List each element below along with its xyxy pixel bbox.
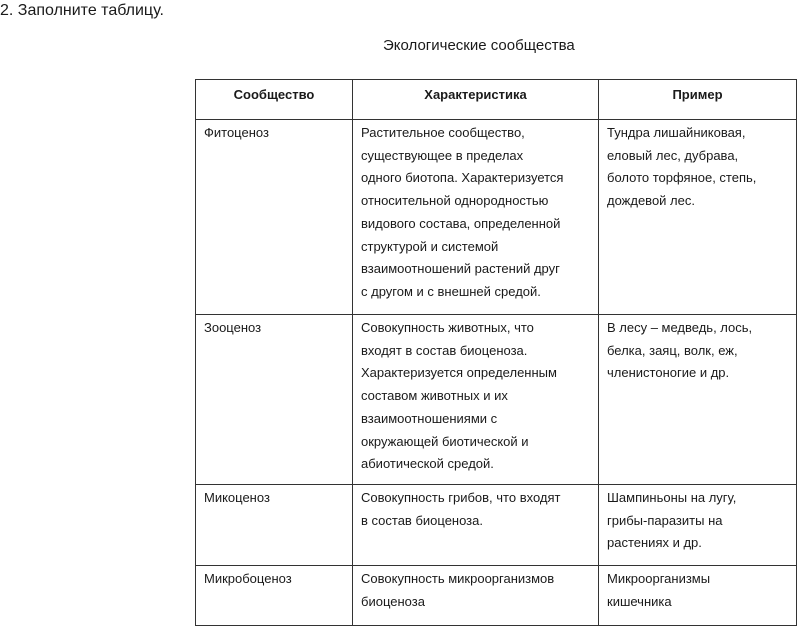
header-community: Сообщество bbox=[196, 80, 353, 120]
header-characteristic: Характеристика bbox=[353, 80, 599, 120]
example-line: дождевой лес. bbox=[607, 193, 695, 209]
table-row bbox=[196, 485, 797, 566]
example-line: В лесу – медведь, лось, bbox=[607, 320, 753, 335]
characteristic-line: с другом и с внешней средой. bbox=[361, 283, 541, 299]
table-row bbox=[196, 315, 797, 485]
characteristic-line: в состав биоценоза. bbox=[361, 512, 483, 528]
characteristic-line: взаимоотношений растений друг bbox=[361, 261, 560, 277]
characteristic-cell bbox=[353, 485, 599, 566]
characteristic-line: видового состава, определенной bbox=[361, 215, 561, 231]
characteristic-cell bbox=[353, 566, 599, 626]
example-cell bbox=[599, 485, 797, 566]
community-cell: Фитоценоз bbox=[196, 120, 353, 315]
example-line: Тундра лишайниковая, bbox=[607, 125, 746, 140]
table-row bbox=[196, 566, 797, 626]
characteristic-line: составом животных и их bbox=[361, 388, 508, 404]
table-row bbox=[196, 120, 797, 315]
task-label: 2. Заполните таблицу. bbox=[0, 2, 164, 19]
example-line: белка, заяц, волк, еж, bbox=[607, 342, 738, 358]
community-cell: Микоценоз bbox=[196, 485, 353, 566]
table-header-row bbox=[196, 80, 797, 120]
example-line: еловый лес, дубрава, bbox=[607, 147, 739, 163]
characteristic-line: одного биотопа. Характеризуется bbox=[361, 170, 564, 186]
table-caption: Экологические сообщества bbox=[383, 37, 575, 54]
example-line: Шампиньоны на лугу, bbox=[607, 490, 737, 505]
example-line: грибы-паразиты на bbox=[607, 512, 723, 528]
ecological-communities-table bbox=[195, 79, 797, 626]
characteristic-line: абиотической средой. bbox=[361, 456, 494, 472]
characteristic-cell bbox=[353, 315, 599, 485]
characteristic-line: взаимоотношениями с bbox=[361, 410, 498, 426]
characteristic-line: окружающей биотической и bbox=[361, 433, 529, 449]
characteristic-line: входят в состав биоценоза. bbox=[361, 342, 528, 358]
characteristic-line: существующее в пределах bbox=[361, 147, 524, 163]
characteristic-line: структурой и системой bbox=[361, 238, 499, 254]
characteristic-line: Растительное сообщество, bbox=[361, 125, 525, 140]
characteristic-line: относительной однородностью bbox=[361, 193, 549, 209]
characteristic-line: Совокупность животных, что bbox=[361, 320, 534, 335]
characteristic-line: Совокупность микроорганизмов bbox=[361, 571, 555, 586]
example-cell bbox=[599, 120, 797, 315]
characteristic-line: Характеризуется определенным bbox=[361, 365, 557, 381]
example-line: кишечника bbox=[607, 593, 672, 609]
community-cell: Зооценоз bbox=[196, 315, 353, 485]
characteristic-cell bbox=[353, 120, 599, 315]
header-example: Пример bbox=[599, 80, 797, 120]
characteristic-line: биоценоза bbox=[361, 593, 425, 609]
example-line: Микроорганизмы bbox=[607, 571, 711, 586]
example-line: болото торфяное, степь, bbox=[607, 170, 757, 186]
example-line: растениях и др. bbox=[607, 535, 702, 551]
community-cell: Микробоценоз bbox=[196, 566, 353, 626]
example-line: членистоногие и др. bbox=[607, 365, 730, 381]
example-cell bbox=[599, 315, 797, 485]
characteristic-line: Совокупность грибов, что входят bbox=[361, 490, 561, 505]
example-cell bbox=[599, 566, 797, 626]
